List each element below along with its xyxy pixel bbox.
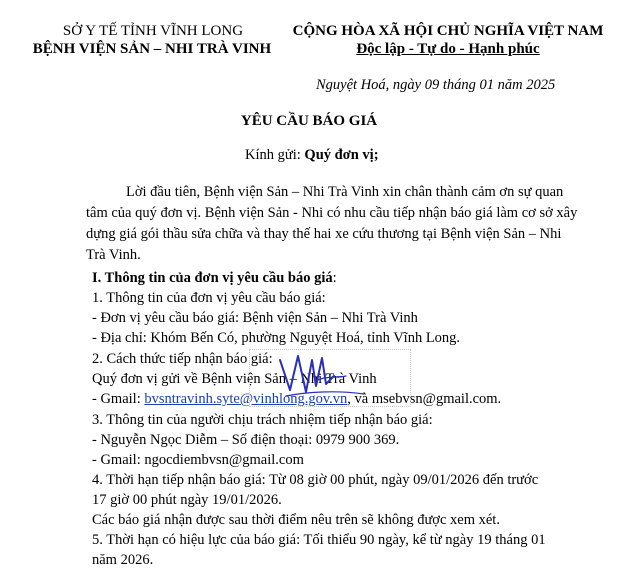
issuing-hospital: BỆNH VIỆN SẢN – NHI TRÀ VINH: [32, 41, 272, 57]
gmail-prefix: - Gmail:: [92, 391, 145, 407]
national-motto: Độc lập - Tự do - Hạnh phúc: [356, 41, 540, 57]
salutation: [245, 146, 379, 164]
intro-line-3: dựng giá gói thầu sửa chữa và thay thế hai xe cứu thương tại Bệnh viện Sản – Nhi: [86, 226, 562, 242]
section-1-line-1: 1. Thông tin của đơn vị yêu cầu báo giá:: [92, 290, 326, 306]
section-1-line-9: - Gmail: ngocdiembvsn@gmail.com: [92, 452, 304, 468]
gmail-suffix: , và msebvsn@gmail.com.: [347, 391, 502, 407]
signature-scribble: [246, 346, 416, 410]
document-title: YÊU CẦU BÁO GIÁ: [240, 113, 378, 129]
section-1-heading-colon: :: [332, 270, 337, 286]
section-1-heading-text: I. Thông tin của đơn vị yêu cầu báo giá: [92, 270, 333, 286]
intro-line-4: Trà Vinh.: [86, 247, 141, 263]
section-1-line-12: Các báo giá nhận được sau thời điểm nêu trên sẽ không được xem xét.: [92, 512, 500, 528]
section-1-line-3: - Địa chỉ: Khóm Bến Có, phường Nguyệt Hoá, tỉnh Vĩnh Long.: [92, 330, 461, 346]
section-1-line-2: - Đơn vị yêu cầu báo giá: Bệnh viện Sản – Nhi Trà Vinh: [92, 310, 418, 326]
section-1-line-13: 5. Thời hạn có hiệu lực của báo giá: Tối thiểu 90 ngày, kể từ ngày 19 tháng 01: [92, 532, 546, 548]
republic-title: CỘNG HÒA XÃ HỘI CHỦ NGHĨA VIỆT NAM: [292, 23, 604, 39]
section-1-line-8: - Nguyễn Ngọc Diễm – Số điện thoại: 0979 900 369.: [92, 432, 400, 448]
section-1-heading: [92, 268, 337, 289]
section-1-line-7: 3. Thông tin của người chịu trách nhiệm tiếp nhận báo giá:: [92, 412, 433, 428]
salutation-recipient: Quý đơn vị;: [304, 147, 379, 163]
salutation-prefix: Kính gửi:: [245, 147, 305, 163]
issuing-department: SỞ Y TẾ TỈNH VĨNH LONG: [62, 23, 244, 39]
gmail-link[interactable]: bvsntravinh.syte@vinhlong.gov.vn: [144, 391, 348, 407]
section-1-line-10: 4. Thời hạn tiếp nhận báo giá: Từ 08 giờ 00 phút, ngày 09/01/2026 đến trước: [92, 472, 539, 488]
intro-line-2: tâm của quý đơn vị. Bệnh viện Sản - Nhi có nhu cầu tiếp nhận báo giá làm cơ sở xây: [86, 205, 578, 221]
section-1-line-14: năm 2026.: [92, 552, 154, 568]
section-1-line-11: 17 giờ 00 phút ngày 19/01/2026.: [92, 492, 282, 508]
section-1-line-4: 2. Cách thức tiếp nhận báo giá:: [92, 351, 273, 367]
date-line: Nguyệt Hoá, ngày 09 tháng 01 năm 2025: [316, 77, 556, 93]
section-1-line-5: Quý đơn vị gửi về Bệnh viện Sản – Nhi Trà Vinh: [92, 371, 377, 387]
intro-line-1: Lời đầu tiên, Bệnh viện Sản – Nhi Trà Vinh xin chân thành cảm ơn sự quan: [126, 184, 564, 200]
